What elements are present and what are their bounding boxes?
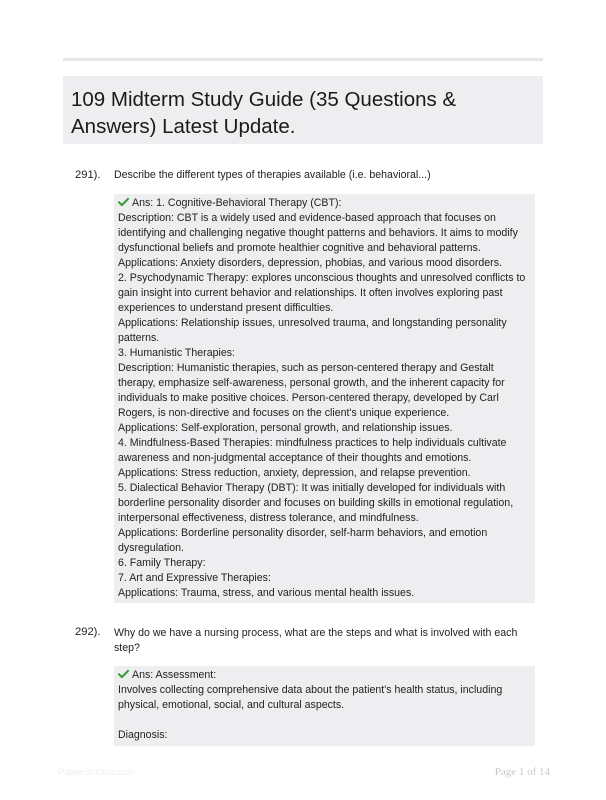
answer-line: borderline personality disorder and focuses on building skills in emotional regulation,	[118, 497, 514, 509]
question-text: Describe the different types of therapies available (i.e. behavioral...)	[114, 169, 431, 181]
question-text-line: Why do we have a nursing process, what are the steps and what is involved with each	[114, 627, 518, 639]
answer-line: patterns.	[118, 332, 160, 344]
answer-line: Applications: Borderline personality disorder, self-harm behaviors, and emotion	[118, 527, 488, 539]
answer-line	[118, 713, 530, 728]
answer-line: dysfunctional beliefs and promote healthier cognitive and behavioral patterns.	[118, 242, 481, 254]
answer-line: Rogers, is non-directive and focuses on the client's unique experience.	[118, 407, 450, 419]
answer-box	[114, 194, 535, 603]
top-divider	[63, 58, 543, 61]
page-indicator: Page 1 of 14	[494, 766, 550, 778]
answer-line: gain insight into current behavior and relationships. It often involves exploring past	[118, 287, 503, 299]
answer-first-line	[118, 668, 530, 683]
answer-line-text: Ans: Assessment:	[132, 669, 217, 681]
answer-line: 5. Dialectical Behavior Therapy (DBT): It was initially developed for individuals with	[118, 482, 506, 494]
answer-line: Applications: Relationship issues, unresolved trauma, and longstanding personality	[118, 317, 507, 329]
answer-line: Diagnosis:	[118, 729, 168, 741]
answer-line: interpersonal effectiveness, distress tolerance, and mindfulness.	[118, 512, 419, 524]
answer-line: 4. Mindfulness-Based Therapies: mindfulness practices to help individuals cultivate	[118, 437, 507, 449]
footer-watermark: PaperStuDoc.com	[58, 767, 136, 778]
title-banner	[63, 76, 543, 144]
answer-line: Description: CBT is a widely used and evidence-based approach that focuses on	[118, 212, 496, 224]
answer-line: identifying and challenging negative thought patterns and behaviors. It aims to modify	[118, 227, 518, 239]
answer-box	[114, 666, 535, 746]
answer-line: 7. Art and Expressive Therapies:	[118, 572, 271, 584]
page-title: 109 Midterm Study Guide (35 Questions & Answers) Latest Update.	[71, 88, 457, 138]
answer-line: Involves collecting comprehensive data about the patient's health status, including	[118, 684, 503, 696]
answer-line: awareness and non-judgmental acceptance of their thoughts and emotions.	[118, 452, 472, 464]
answer-line: physical, emotional, social, and cultural aspects.	[118, 699, 345, 711]
checkmark-icon	[118, 197, 129, 207]
answer-line: dysregulation.	[118, 542, 184, 554]
checkmark-icon	[118, 669, 129, 679]
question-number: 292).	[75, 626, 101, 638]
answer-line: Applications: Trauma, stress, and various mental health issues.	[118, 587, 415, 599]
answer-line: individuals to make positive choices. Person-centered therapy, developed by Carl	[118, 392, 499, 404]
answer-line: therapy, emphasize self-awareness, personal growth, and the inherent capacity for	[118, 377, 505, 389]
question-number: 291).	[75, 169, 101, 181]
question-text-line: step?	[114, 642, 140, 654]
answer-first-line	[118, 196, 530, 211]
answer-line: Applications: Anxiety disorders, depression, phobias, and various mood disorders.	[118, 257, 502, 269]
answer-line: experiences to understand present difficulties.	[118, 302, 334, 314]
answer-line-text: Ans: 1. Cognitive-Behavioral Therapy (CBT):	[132, 197, 342, 209]
answer-line: Description: Humanistic therapies, such as person-centered therapy and Gestalt	[118, 362, 494, 374]
answer-line: 2. Psychodynamic Therapy: explores unconscious thoughts and unresolved conflicts to	[118, 272, 526, 284]
answer-line: 3. Humanistic Therapies:	[118, 347, 235, 359]
answer-line: Applications: Stress reduction, anxiety, depression, and relapse prevention.	[118, 467, 471, 479]
answer-line: Applications: Self-exploration, personal growth, and relationship issues.	[118, 422, 453, 434]
question-text	[114, 626, 536, 656]
answer-line: 6. Family Therapy:	[118, 557, 206, 569]
